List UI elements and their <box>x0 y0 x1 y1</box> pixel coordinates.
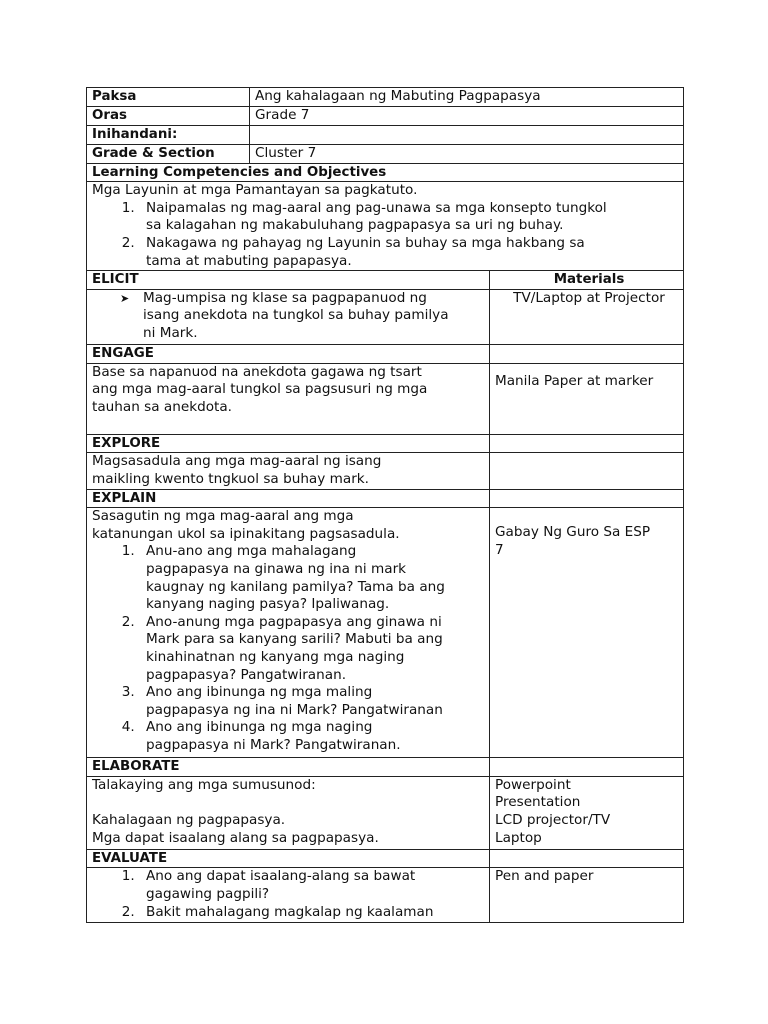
elicit-header-row <box>87 271 684 290</box>
engage-body <box>87 363 490 434</box>
list-item-line: ni Mark. <box>143 324 198 341</box>
header-row-grade-section <box>87 144 684 163</box>
label-paksa: Paksa <box>87 88 250 107</box>
label-oras: Oras <box>87 107 250 126</box>
text-line: Talakaying ang mga sumusunod: <box>92 776 316 793</box>
list-item-line: tama at mabuting papapasya. <box>146 252 352 269</box>
list-item-line: 4. Ano ang ibinunga ng mga naging <box>146 719 373 736</box>
empty-cell <box>490 489 684 508</box>
materials-header: Materials <box>490 271 684 290</box>
text-line: Kahalagaan ng pagpapasya. <box>92 811 286 828</box>
evaluate-header-row <box>87 849 684 868</box>
explore-title: EXPLORE <box>87 434 490 453</box>
competencies-intro: Mga Layunin at mga Pamantayan sa pagkatuto. <box>92 182 418 199</box>
competencies-title: Learning Competencies and Objectives <box>87 163 684 182</box>
text-line: maikling kwento tngkuol sa buhay mark. <box>92 470 369 487</box>
list-item-line: 1. Ano ang dapat isaalang-alang sa bawat <box>146 868 416 885</box>
text-line: Base sa napanuod na anekdota gagawa ng tsart <box>92 363 422 380</box>
list-item-line: kaugnay ng kanilang pamilya? Tama ba ang <box>146 578 445 595</box>
text-line: Presentation <box>495 794 581 811</box>
list-item <box>139 543 489 613</box>
list-item <box>139 868 489 903</box>
empty-cell <box>490 758 684 777</box>
value-paksa: Ang kahalagaan ng Mabuting Pagpapasya <box>250 88 684 107</box>
competencies-title-row <box>87 163 684 182</box>
text-line: Mga dapat isaalang alang sa pagpapasya. <box>92 829 379 846</box>
explore-body <box>87 453 490 489</box>
elicit-title: ELICIT <box>87 271 490 290</box>
text-line: tauhan sa anekdota. <box>92 398 232 415</box>
list-item <box>139 719 489 754</box>
list-item-line: Mag-umpisa ng klase sa pagpapanuod ng <box>143 289 427 306</box>
elicit-body <box>87 289 490 344</box>
competencies-list <box>92 200 683 270</box>
engage-header-row <box>87 344 684 363</box>
list-item-line: pagpapasya ni Mark? Pangatwiranan. <box>146 736 401 753</box>
list-item-line: pagpapasya? Pangatwiranan. <box>146 666 347 683</box>
text-line: Magsasadula ang mga mag-aaral ng isang <box>92 453 382 470</box>
text-line: ang mga mag-aaral tungkol sa pagsusuri ng mga <box>92 381 428 398</box>
text-line: LCD projector/TV <box>495 811 611 828</box>
evaluate-body <box>87 868 490 923</box>
header-row-paksa <box>87 88 684 107</box>
text-line: Sasagutin ng mga mag-aaral ang mga <box>92 508 354 525</box>
text-line: katanungan ukol sa ipinakitang pagsasadula. <box>92 525 400 542</box>
elicit-materials: TV/Laptop at Projector <box>490 289 684 344</box>
header-row-inihandani <box>87 125 684 144</box>
elaborate-materials <box>490 776 684 849</box>
text-line: Powerpoint <box>495 776 571 793</box>
list-item <box>139 904 489 922</box>
elaborate-title: ELABORATE <box>87 758 490 777</box>
header-row-oras <box>87 107 684 126</box>
list-item <box>139 200 683 235</box>
list-item-line: pagpapasya na ginawa ng ina ni mark <box>146 560 407 577</box>
text-line: Laptop <box>495 829 542 846</box>
label-inihandani: Inihandani: <box>87 125 250 144</box>
value-oras: Grade 7 <box>250 107 684 126</box>
list-item-line: 1. Anu-ano ang mga mahalagang <box>146 543 357 560</box>
explain-title: EXPLAIN <box>87 489 490 508</box>
list-item-line: 3. Ano ang ibinunga ng mga maling <box>146 684 373 701</box>
evaluate-title: EVALUATE <box>87 849 490 868</box>
explore-body-row <box>87 453 684 489</box>
explain-header-row <box>87 489 684 508</box>
explain-body <box>87 508 490 758</box>
list-item-line: kanyang naging pasya? Ipaliwanag. <box>146 596 390 613</box>
spacer <box>92 794 489 812</box>
empty-cell <box>490 434 684 453</box>
explain-materials <box>490 508 684 758</box>
text-line: Gabay Ng Guro Sa ESP <box>495 524 651 541</box>
empty-cell <box>490 344 684 363</box>
text-line: 7 <box>495 541 504 558</box>
engage-materials: Manila Paper at marker <box>490 363 684 434</box>
value-inihandani <box>250 125 684 144</box>
list-item-line: kinahinatnan ng kanyang mga naging <box>146 648 405 665</box>
competencies-body <box>87 182 684 271</box>
explain-list <box>92 543 489 754</box>
list-item-line: Mark para sa kanyang sarili? Mabuti ba ang <box>146 631 443 648</box>
list-item <box>139 614 489 684</box>
lesson-plan-table <box>86 87 684 923</box>
evaluate-list <box>92 868 489 921</box>
elicit-list <box>92 290 489 343</box>
list-item-line: isang anekdota na tungkol sa buhay pamilya <box>143 307 449 324</box>
list-item-line: pagpapasya ng ina ni Mark? Pangatwiranan <box>146 701 443 718</box>
empty-cell <box>490 453 684 489</box>
label-grade-section: Grade & Section <box>87 144 250 163</box>
list-item <box>139 235 683 270</box>
elaborate-body <box>87 776 490 849</box>
elaborate-body-row <box>87 776 684 849</box>
engage-title: ENGAGE <box>87 344 490 363</box>
evaluate-body-row <box>87 868 684 923</box>
value-grade-section: Cluster 7 <box>250 144 684 163</box>
list-item <box>139 684 489 719</box>
elaborate-header-row <box>87 758 684 777</box>
list-item <box>120 290 489 343</box>
competencies-body-row <box>87 182 684 271</box>
evaluate-materials: Pen and paper <box>490 868 684 923</box>
list-item-line: 2. Ano-anung mga pagpapasya ang ginawa ni <box>146 613 442 630</box>
list-item-line: 2. Nakagawa ng pahayag ng Layunin sa buhay sa mga hakbang sa <box>146 234 585 251</box>
engage-body-row <box>87 363 684 434</box>
explain-body-row <box>87 508 684 758</box>
list-item-line: 2. Bakit mahalagang magkalap ng kaalaman <box>146 903 434 920</box>
empty-cell <box>490 849 684 868</box>
arrow-bullet-icon: ➤ <box>120 291 130 305</box>
elicit-body-row <box>87 289 684 344</box>
list-item-line: gagawing pagpili? <box>146 885 270 902</box>
list-item-line: 1. Naipamalas ng mag-aaral ang pag-unawa sa mga konsepto tungkol <box>146 199 607 216</box>
list-item-line: sa kalagahan ng makabuluhang pagpapasya sa uri ng buhay. <box>146 217 564 234</box>
explore-header-row <box>87 434 684 453</box>
